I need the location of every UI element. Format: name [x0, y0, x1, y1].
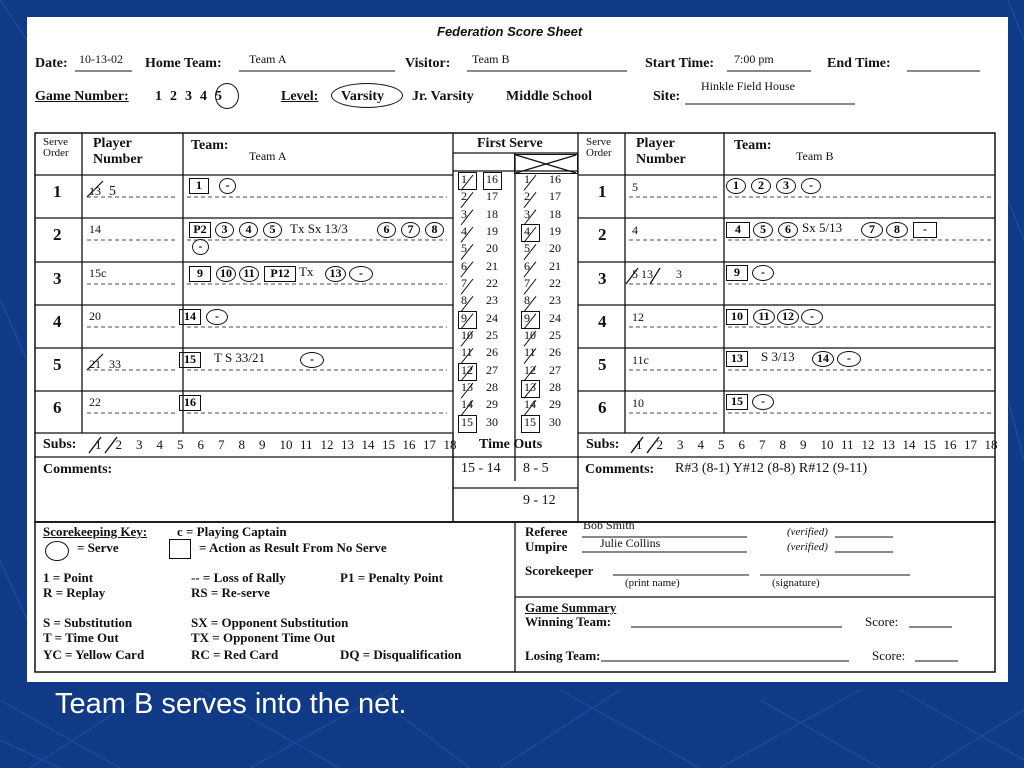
left-score-number: 18 — [486, 206, 498, 221]
right-score-number: 12 — [524, 362, 536, 377]
serve-order-number: 2 — [598, 225, 607, 244]
subs-number: 5 — [718, 437, 725, 452]
home-team-label: Home Team: — [145, 56, 222, 71]
left-player-number: 20 — [89, 309, 101, 323]
right-player-number: 10 — [632, 396, 644, 410]
serve-circle: 2 — [751, 178, 771, 194]
left-score-number: 13 — [461, 380, 473, 394]
left-score-number: 3 — [461, 206, 467, 221]
no-serve-box: 10 — [726, 309, 748, 325]
scorekeeper-label: Scorekeeper — [525, 563, 594, 578]
right-score-number: 5 — [524, 241, 530, 256]
serve-order-number: 1 — [598, 182, 607, 201]
game-number-option: 2 — [170, 89, 177, 104]
key-item: T = Time Out — [43, 630, 119, 645]
serve-circle: - — [752, 394, 774, 410]
start-time-value: 7:00 pm — [734, 52, 774, 66]
level-middle-school: Middle School — [506, 89, 592, 104]
key-item: 1 = Point — [43, 570, 94, 585]
subs-number: 9 — [800, 437, 807, 452]
game-number-option: 5 — [215, 89, 222, 104]
no-serve-box: 9 — [726, 265, 748, 281]
subs-number: 11 — [300, 437, 313, 452]
referee-name: Bob Smith — [583, 518, 635, 532]
serve-circle: 12 — [777, 309, 799, 325]
referee-label: Referee — [525, 524, 568, 539]
right-score-number: 13 — [524, 380, 536, 394]
right-score-number: 29 — [549, 397, 561, 412]
winning-score-label: Score: — [865, 614, 899, 629]
left-comments-label: Comments: — [43, 462, 113, 477]
level-circle — [331, 83, 403, 108]
serve-circle: 5 — [263, 222, 282, 238]
key-item: P1 = Penalty Point — [340, 570, 444, 585]
serve-circle: 11 — [239, 266, 259, 282]
key-item: R = Replay — [43, 585, 106, 600]
no-serve-box: - — [913, 222, 937, 238]
score-box-mark — [458, 311, 477, 329]
right-score-number: 27 — [549, 362, 561, 377]
verified-label: (verified) — [787, 526, 828, 538]
player-number-header: Player — [93, 136, 132, 151]
key-item: RS = Re-serve — [191, 585, 270, 600]
left-score-number: 5 — [461, 241, 467, 256]
level-varsity: Varsity — [341, 89, 385, 104]
left-score-number: 9 — [461, 310, 467, 325]
right-score-number: 23 — [549, 293, 561, 308]
no-serve-box: 15 — [179, 352, 201, 368]
substitution-note: T S 33/21 — [214, 350, 266, 365]
right-player-number: 4 — [632, 223, 638, 237]
left-score-number: 27 — [486, 362, 498, 377]
slide-caption: Team B serves into the net. — [55, 688, 407, 720]
losing-team-label: Losing Team: — [525, 648, 601, 663]
right-score-number: 18 — [549, 206, 561, 221]
key-item: RC = Red Card — [191, 647, 279, 662]
right-score-number: 6 — [524, 258, 530, 273]
player-number-header: Number — [93, 152, 143, 167]
game-summary-title: Game Summary — [525, 600, 617, 615]
key-item: SX = Opponent Substitution — [191, 615, 349, 630]
subs-number: 12 — [861, 437, 875, 452]
right-score-number: 22 — [549, 276, 561, 290]
left-score-number: 21 — [486, 258, 498, 273]
left-score-number: 24 — [486, 310, 498, 325]
subs-number: 17 — [423, 437, 436, 452]
left-score-number: 2 — [461, 189, 467, 204]
subs-number: 13 — [341, 437, 354, 452]
substitution-note: Sx 5/13 — [802, 220, 843, 235]
left-score-number: 22 — [486, 276, 498, 290]
subs-number: 14 — [361, 437, 375, 452]
first-serve-box — [514, 154, 578, 174]
left-player-number: 5 — [109, 184, 116, 199]
losing-score-label: Score: — [872, 648, 906, 663]
serve-order-header: Serve — [586, 136, 612, 148]
time-outs-label: Time Outs — [479, 437, 543, 452]
right-score-number: 7 — [524, 276, 530, 290]
serve-order-header: Serve — [43, 136, 69, 148]
key-item: YC = Yellow Card — [43, 647, 145, 662]
serve-circle: 7 — [861, 222, 883, 238]
first-serve-header: First Serve — [477, 136, 543, 151]
right-score-number: 19 — [549, 224, 561, 238]
team-header: Team: — [734, 138, 772, 153]
subs-label: Subs: — [43, 437, 77, 452]
player-number-header: Player — [636, 136, 675, 151]
right-score-number: 11 — [524, 345, 536, 360]
left-score-number: 1 — [461, 172, 467, 186]
score-box-mark — [458, 172, 477, 190]
serve-order-header: Order — [43, 147, 69, 159]
subs-number: 1 — [95, 437, 102, 452]
right-player-number: 5 — [632, 180, 638, 194]
right-score-number: 2 — [524, 189, 530, 204]
level-jv: Jr. Varsity — [412, 89, 474, 104]
struck-player-number: 21 — [89, 357, 101, 371]
right-player-number: 3 — [676, 267, 682, 281]
right-score-number: 10 — [524, 328, 536, 342]
subs-number: 8 — [779, 437, 786, 452]
serve-circle: - — [192, 239, 209, 255]
serve-circle: 1 — [726, 178, 746, 194]
serve-circle: - — [801, 178, 821, 194]
left-score-number: 19 — [486, 224, 498, 238]
subs-number: 8 — [238, 437, 245, 452]
subs-number: 18 — [984, 437, 998, 452]
left-score-number: 12 — [461, 362, 473, 377]
subs-number: 14 — [902, 437, 916, 452]
right-score-number: 16 — [549, 172, 561, 186]
struck-player-number: 5 13 — [632, 267, 653, 281]
subs-number: 17 — [964, 437, 977, 452]
subs-number: 6 — [738, 437, 745, 452]
right-score-number: 20 — [549, 241, 561, 256]
date-value: 10-13-02 — [79, 52, 123, 66]
right-team-name: Team B — [796, 149, 834, 163]
subs-number: 11 — [841, 437, 854, 452]
left-score-number: 30 — [486, 414, 498, 429]
subs-number: 16 — [402, 437, 416, 452]
key-item: = Serve — [77, 540, 119, 555]
score-box-mark — [521, 224, 540, 242]
subs-number: 9 — [259, 437, 266, 452]
timeout-score: 15 - 14 — [461, 461, 501, 476]
left-player-number: 15c — [89, 266, 107, 280]
score-box-mark — [521, 415, 540, 433]
subs-number: 4 — [697, 437, 704, 452]
subs-number: 6 — [197, 437, 204, 452]
umpire-name: Julie Collins — [600, 536, 661, 550]
left-score-number: 8 — [461, 293, 467, 308]
home-team-value: Team A — [249, 52, 287, 66]
serve-circle: 13 — [325, 266, 346, 282]
key-item: DQ = Disqualification — [340, 647, 462, 662]
timeout-score: 8 - 5 — [523, 461, 549, 476]
winning-team-label: Winning Team: — [525, 614, 612, 629]
left-score-number: 29 — [486, 397, 498, 412]
left-score-number: 7 — [461, 276, 467, 290]
game-number-option: 3 — [185, 89, 192, 104]
right-score-number: 1 — [524, 172, 530, 186]
serve-circle: 14 — [812, 351, 834, 367]
left-score-number: 25 — [486, 328, 498, 342]
serve-circle: - — [752, 265, 774, 281]
left-score-number: 11 — [461, 345, 473, 360]
score-box-mark — [483, 172, 502, 190]
key-item: = Action as Result From No Serve — [199, 540, 387, 555]
subs-number: 2 — [656, 437, 663, 452]
serve-order-number: 4 — [598, 312, 607, 331]
serve-order-number: 5 — [598, 355, 607, 374]
left-player-number: 22 — [89, 395, 101, 409]
no-serve-box: 1 — [189, 178, 209, 194]
right-score-number: 15 — [524, 414, 536, 429]
serve-order-number: 3 — [53, 269, 62, 288]
left-score-number: 4 — [461, 224, 467, 238]
sheet-grid — [27, 17, 1008, 682]
substitution-note: Tx Sx 13/3 — [290, 221, 348, 236]
serve-order-number: 2 — [53, 225, 62, 244]
serve-circle: 3 — [215, 222, 234, 238]
left-score-number: 26 — [486, 345, 498, 360]
subs-number: 3 — [136, 437, 143, 452]
serve-order-number: 6 — [598, 398, 607, 417]
subs-number: 2 — [115, 437, 122, 452]
key-item: -- = Loss of Rally — [191, 570, 286, 585]
level-label: Level: — [281, 89, 319, 104]
key-item: S = Substitution — [43, 615, 133, 630]
serve-order-number: 1 — [53, 182, 62, 201]
right-score-number: 8 — [524, 293, 530, 308]
subs-number: 12 — [320, 437, 334, 452]
subs-number: 3 — [677, 437, 684, 452]
right-player-number: 11c — [632, 353, 649, 367]
serve-circle: 4 — [239, 222, 258, 238]
right-comments-label: Comments: — [585, 462, 655, 477]
right-comments-value: R#3 (8-1) Y#12 (8-8) R#12 (9-11) — [675, 461, 868, 476]
game-number-option: 1 — [155, 89, 162, 104]
subs-number: 15 — [923, 437, 936, 452]
left-score-number: 20 — [486, 241, 498, 256]
penalty-box: P2 — [189, 222, 211, 238]
right-score-number: 14 — [524, 397, 536, 412]
signature-label: (signature) — [772, 577, 820, 589]
subs-number: 7 — [759, 437, 766, 452]
serve-circle: 3 — [776, 178, 796, 194]
date-label: Date: — [35, 56, 68, 71]
no-serve-box: 13 — [726, 351, 748, 367]
left-score-number: 15 — [461, 414, 473, 429]
site-value: Hinkle Field House — [701, 79, 795, 93]
subs-number: 10 — [279, 437, 293, 452]
right-score-number: 4 — [524, 224, 530, 238]
left-score-number: 6 — [461, 258, 467, 273]
left-score-number: 28 — [486, 380, 498, 394]
right-score-number: 9 — [524, 310, 530, 325]
substitution-note: S 3/13 — [761, 349, 795, 364]
sheet-title: Federation Score Sheet — [437, 24, 583, 39]
serve-circle: 8 — [886, 222, 908, 238]
game-number-circle — [215, 83, 239, 109]
right-score-number: 17 — [549, 189, 561, 204]
serve-circle: 11 — [753, 309, 775, 325]
serve-order-header: Order — [586, 147, 612, 159]
right-player-number: 12 — [632, 310, 644, 324]
key-title: Scorekeeping Key: — [43, 524, 148, 539]
player-number-header: Number — [636, 152, 686, 167]
serve-order-number: 3 — [598, 269, 607, 288]
site-label: Site: — [653, 89, 681, 104]
subs-number: 5 — [177, 437, 184, 452]
serve-order-number: 6 — [53, 398, 62, 417]
no-serve-box: 9 — [189, 266, 211, 282]
timeout-note: Tx — [299, 264, 314, 279]
serve-circle: 6 — [377, 222, 396, 238]
game-number-label: Game Number: — [35, 89, 129, 104]
penalty-box: P12 — [264, 266, 296, 282]
score-box-mark — [521, 380, 540, 398]
no-serve-box: 4 — [726, 222, 750, 238]
subs-number: 18 — [443, 437, 457, 452]
left-player-number: 14 — [89, 222, 101, 236]
left-score-number: 23 — [486, 293, 498, 308]
print-name-label: (print name) — [625, 577, 680, 589]
score-box-mark — [458, 415, 477, 433]
left-score-number: 14 — [461, 397, 473, 412]
subs-number: 15 — [382, 437, 395, 452]
no-serve-box: 14 — [179, 309, 201, 325]
left-score-number: 17 — [486, 189, 498, 204]
right-score-number: 21 — [549, 258, 561, 273]
score-box-mark — [521, 311, 540, 329]
visitor-value: Team B — [472, 52, 510, 66]
score-box-mark — [458, 363, 477, 381]
serve-circle: 5 — [753, 222, 773, 238]
serve-circle-legend — [45, 541, 69, 561]
no-serve-box-legend — [169, 539, 191, 559]
serve-circle: - — [300, 352, 324, 368]
end-time-label: End Time: — [827, 56, 891, 71]
subs-number: 10 — [820, 437, 834, 452]
subs-number: 1 — [636, 437, 643, 452]
left-score-number: 10 — [461, 328, 473, 342]
serve-circle: 10 — [216, 266, 236, 282]
key-item: c = Playing Captain — [177, 524, 287, 539]
serve-circle: - — [349, 266, 373, 282]
serve-order-number: 5 — [53, 355, 62, 374]
left-player-number: 33 — [109, 357, 121, 371]
start-time-label: Start Time: — [645, 56, 715, 71]
serve-order-number: 4 — [53, 312, 62, 331]
left-score-number: 16 — [486, 172, 498, 186]
timeout-score: 9 - 12 — [523, 493, 556, 508]
serve-circle: - — [801, 309, 823, 325]
right-score-number: 24 — [549, 310, 561, 325]
serve-circle: - — [837, 351, 861, 367]
subs-number: 16 — [943, 437, 957, 452]
subs-number: 13 — [882, 437, 895, 452]
visitor-label: Visitor: — [405, 56, 451, 71]
right-score-number: 26 — [549, 345, 561, 360]
serve-circle: 8 — [425, 222, 444, 238]
serve-circle: - — [206, 309, 228, 325]
subs-label: Subs: — [586, 437, 620, 452]
left-team-name: Team A — [249, 149, 287, 163]
key-item: TX = Opponent Time Out — [191, 630, 336, 645]
serve-circle: 6 — [778, 222, 798, 238]
right-score-number: 30 — [549, 414, 561, 429]
score-sheet — [27, 17, 1008, 682]
verified-label: (verified) — [787, 541, 828, 553]
no-serve-box: 15 — [726, 394, 748, 410]
right-score-number: 3 — [524, 206, 530, 221]
right-score-number: 25 — [549, 328, 561, 342]
subs-number: 4 — [156, 437, 163, 452]
right-score-number: 28 — [549, 380, 561, 394]
umpire-label: Umpire — [525, 539, 568, 554]
serve-circle: - — [219, 178, 236, 194]
struck-player-number: 13 — [89, 184, 101, 198]
game-number-option: 4 — [200, 89, 207, 104]
no-serve-box: 16 — [179, 395, 201, 411]
serve-circle: 7 — [401, 222, 420, 238]
team-header: Team: — [191, 138, 229, 153]
subs-number: 7 — [218, 437, 225, 452]
